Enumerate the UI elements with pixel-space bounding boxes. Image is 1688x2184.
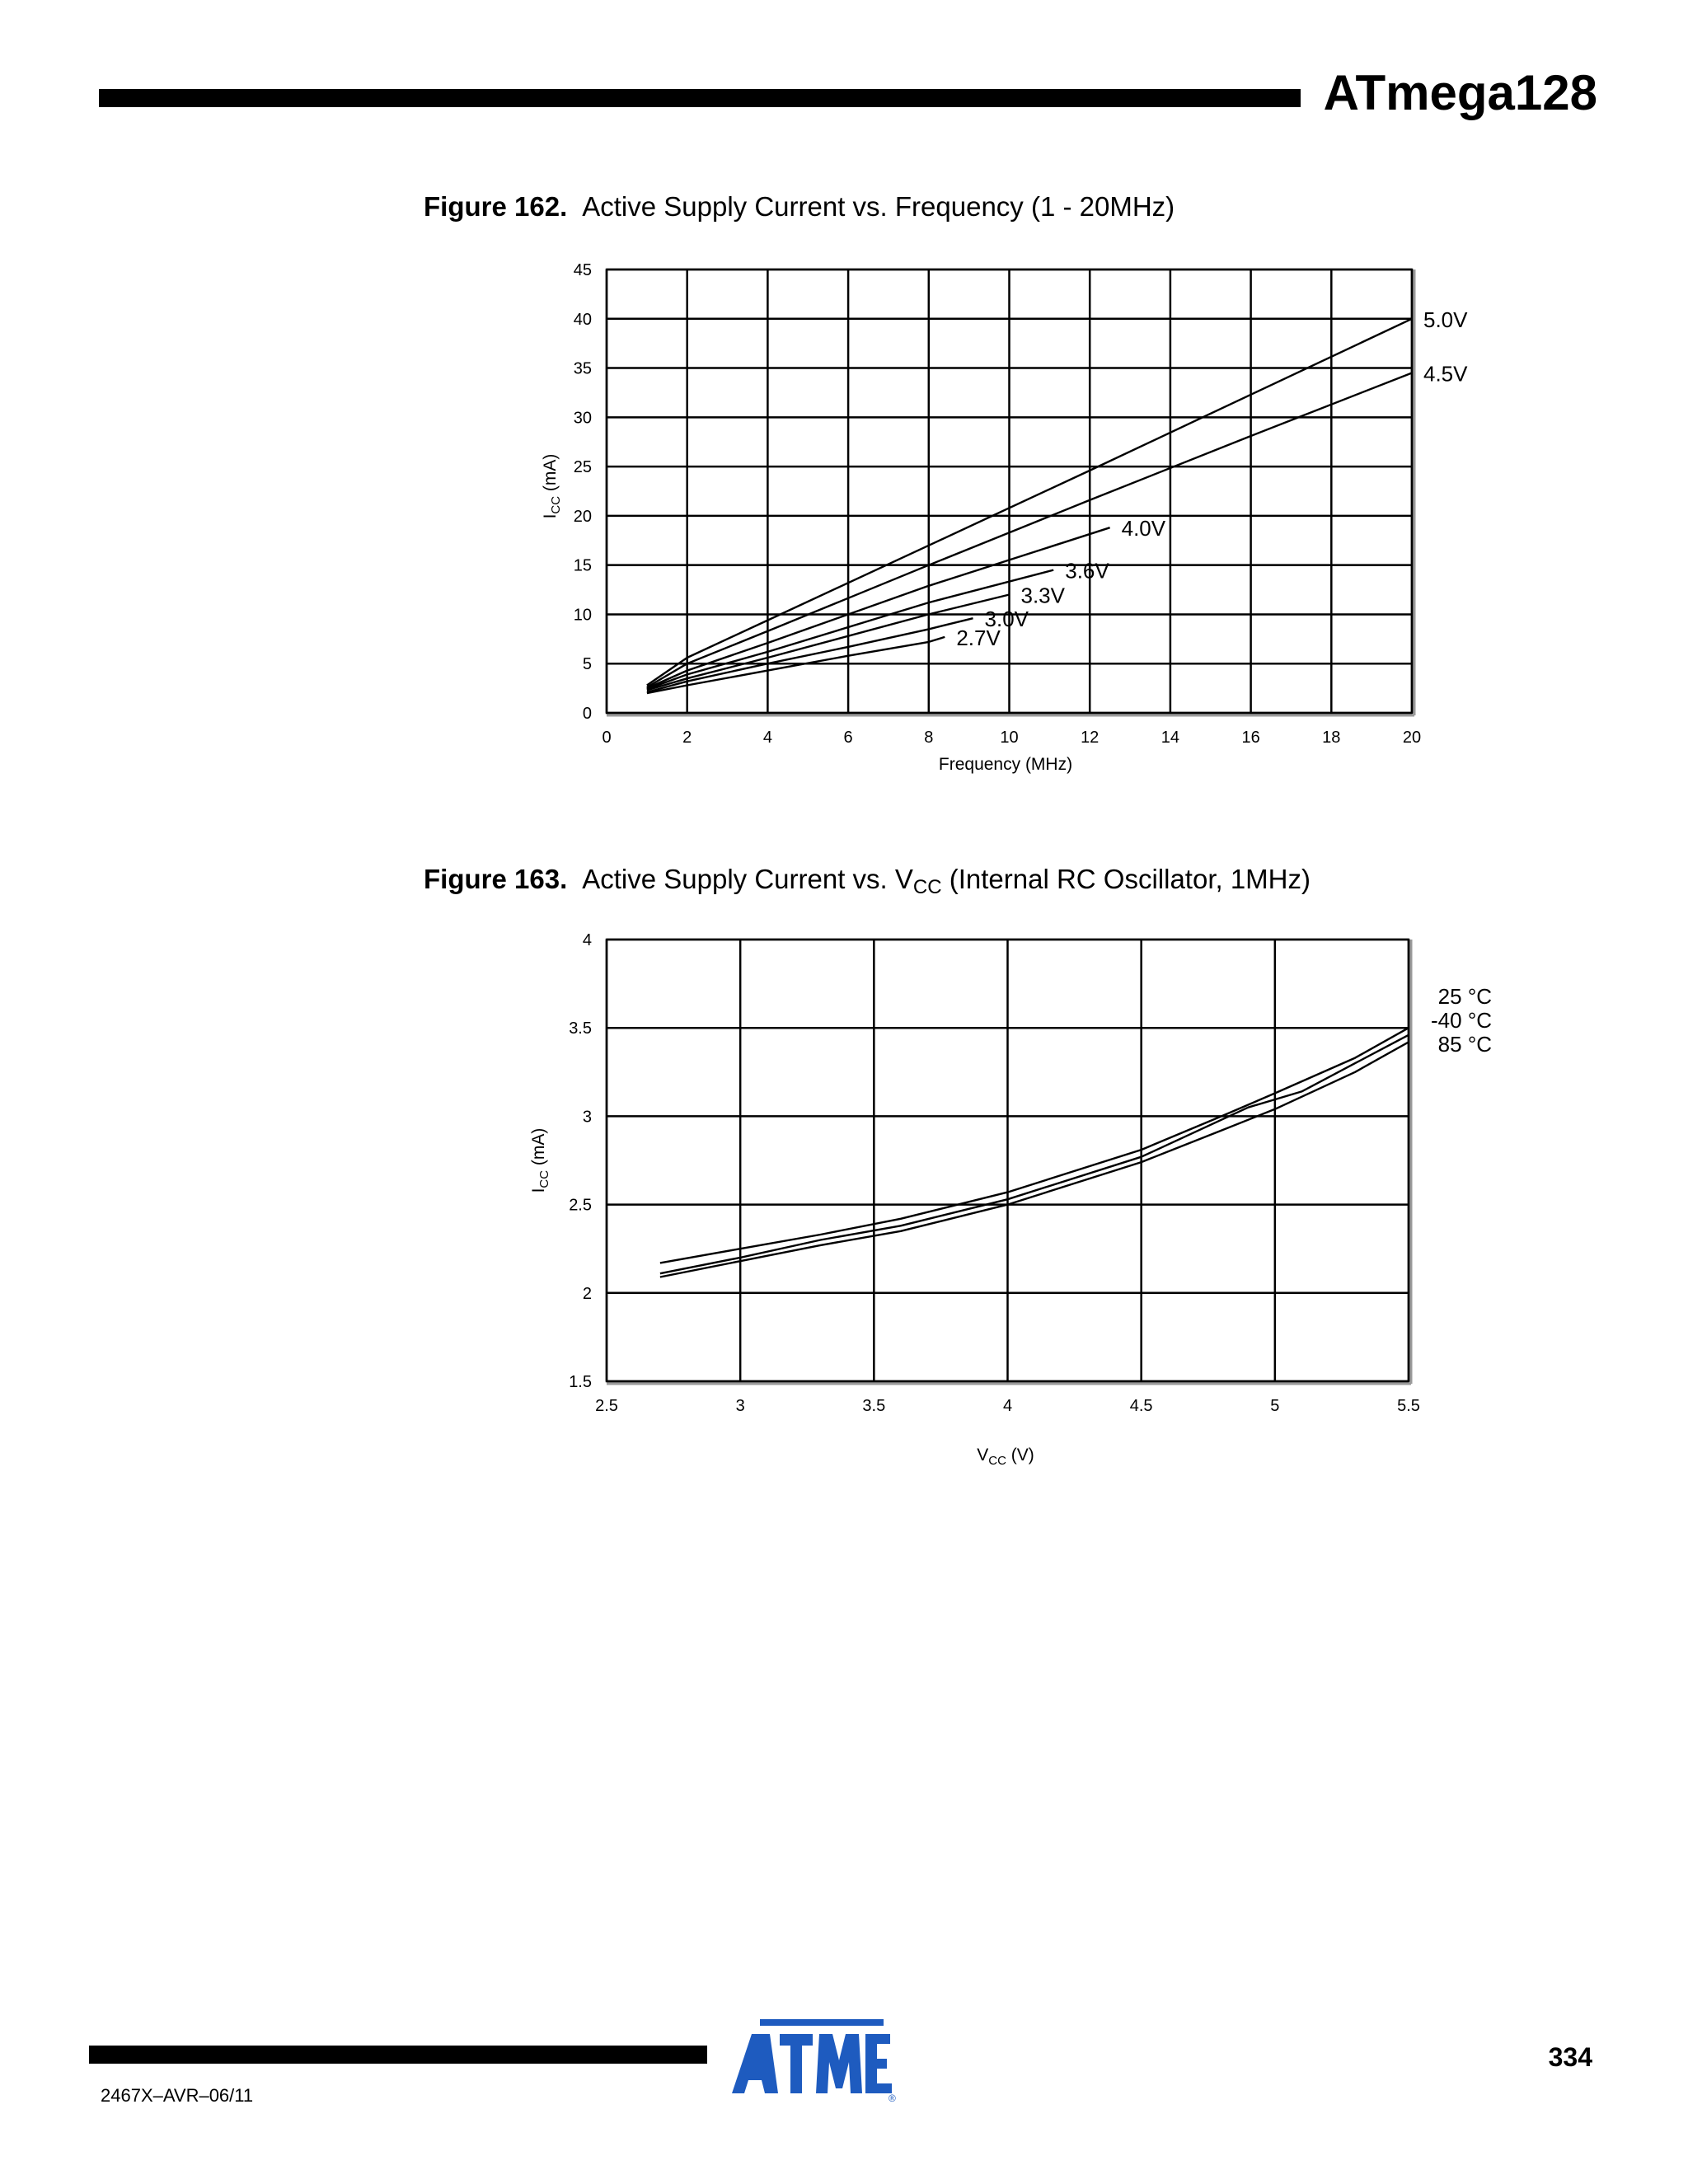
footer-rule — [89, 2046, 707, 2064]
chart-vcc-ticks — [569, 931, 1420, 1415]
y-tick-label: 5 — [582, 655, 592, 674]
series-line--40 °C — [660, 1035, 1409, 1273]
figure-163-title-pre: Active Supply Current vs. V — [582, 864, 913, 894]
x-tick-label: 5.5 — [1397, 1397, 1420, 1415]
figure-163-title-post: (Internal RC Oscillator, 1MHz) — [941, 864, 1311, 894]
x-tick-label: 3 — [735, 1397, 745, 1415]
series-label: -40 °C — [1431, 1008, 1492, 1033]
series-label: 5.0V — [1423, 307, 1468, 332]
chart-vcc-x-axis-label-main: V — [977, 1446, 989, 1465]
series-label: 85 °C — [1437, 1032, 1492, 1057]
y-tick-label: 0 — [582, 705, 592, 723]
x-tick-label: 12 — [1081, 729, 1100, 747]
y-tick-label: 15 — [573, 556, 592, 575]
y-tick-label: 3.5 — [569, 1019, 592, 1038]
x-tick-label: 0 — [602, 729, 612, 747]
document-code: 2467X–AVR–06/11 — [101, 2085, 254, 2106]
series-label: 25 °C — [1437, 984, 1492, 1009]
x-tick-label: 5 — [1270, 1397, 1280, 1415]
x-tick-label: 14 — [1160, 729, 1180, 747]
y-tick-label: 40 — [573, 310, 592, 329]
y-tick-label: 45 — [573, 261, 592, 279]
series-line-85 °C — [660, 1042, 1409, 1277]
x-tick-label: 4 — [762, 729, 772, 747]
x-tick-label: 2 — [682, 729, 692, 747]
series-label: 4.5V — [1423, 361, 1468, 387]
atmel-logo-text: ATMEL — [809, 2072, 813, 2073]
chart-frequency-y-axis-label-unit: (mA) — [541, 453, 560, 496]
y-tick-label: 1.5 — [569, 1373, 592, 1391]
atmel-logo — [727, 2014, 900, 2109]
y-tick-label: 4 — [582, 931, 592, 949]
series-label: 2.7V — [956, 625, 1001, 650]
series-label: 3.6V — [1065, 558, 1109, 583]
chart-vcc-grid — [607, 940, 1411, 1384]
y-tick-label: 3 — [582, 1108, 592, 1127]
x-tick-label: 18 — [1322, 729, 1341, 747]
x-tick-label: 3.5 — [862, 1397, 886, 1415]
chart-vcc-x-axis-label-sub: CC — [988, 1454, 1006, 1468]
x-tick-label: 6 — [843, 729, 853, 747]
figure-162-title: Active Supply Current vs. Frequency (1 - 20MHz) — [582, 191, 1175, 222]
y-tick-label: 10 — [573, 606, 592, 625]
chart-frequency-x-axis-label: Frequency (MHz) — [938, 755, 1073, 774]
figure-162-number: Figure 162. — [424, 191, 568, 222]
chart-frequency-y-axis-label-main: I — [541, 513, 560, 519]
chart-vcc-x-axis-label-unit: (V) — [1006, 1446, 1034, 1465]
series-label: 3.0V — [984, 607, 1029, 632]
chart-vcc-y-axis-label-sub: CC — [537, 1169, 551, 1188]
x-tick-label: 20 — [1402, 729, 1422, 747]
chart-vcc-y-axis-label-unit: (mA) — [529, 1127, 548, 1170]
registered-mark-icon: ® — [889, 2093, 896, 2104]
y-tick-label: 35 — [573, 359, 592, 378]
y-tick-label: 2.5 — [569, 1196, 592, 1215]
y-tick-label: 25 — [573, 458, 592, 477]
document-title: ATmega128 — [1323, 65, 1597, 120]
chart-frequency-y-axis-label-sub: CC — [549, 495, 563, 514]
figure-163-number: Figure 163. — [424, 864, 568, 894]
x-tick-label: 8 — [924, 729, 934, 747]
figure-163-title-sub: CC — [912, 876, 942, 898]
series-line-25 °C — [660, 1028, 1409, 1263]
page-number: 334 — [1548, 2042, 1592, 2072]
y-tick-label: 2 — [582, 1284, 592, 1303]
chart-vcc-y-axis-label-main: I — [529, 1188, 548, 1193]
x-tick-label: 4.5 — [1129, 1397, 1153, 1415]
atmel-logo-icon — [727, 2014, 900, 2105]
chart-vcc-series-labels — [1431, 984, 1492, 1057]
series-label: 4.0V — [1121, 516, 1166, 541]
atmel-logo-shape — [732, 2019, 892, 2093]
y-tick-label: 20 — [573, 507, 592, 526]
chart-vcc-series — [660, 1028, 1409, 1277]
x-tick-label: 4 — [1002, 1397, 1013, 1415]
y-tick-label: 30 — [573, 409, 592, 428]
chart-vcc-x-axis-label — [977, 1446, 1034, 1468]
chart-vcc-y-axis-label — [529, 1128, 551, 1193]
x-tick-label: 16 — [1241, 729, 1260, 747]
series-label: 3.3V — [1020, 583, 1065, 608]
x-tick-label: 10 — [1000, 729, 1019, 747]
x-tick-label: 2.5 — [595, 1397, 618, 1415]
